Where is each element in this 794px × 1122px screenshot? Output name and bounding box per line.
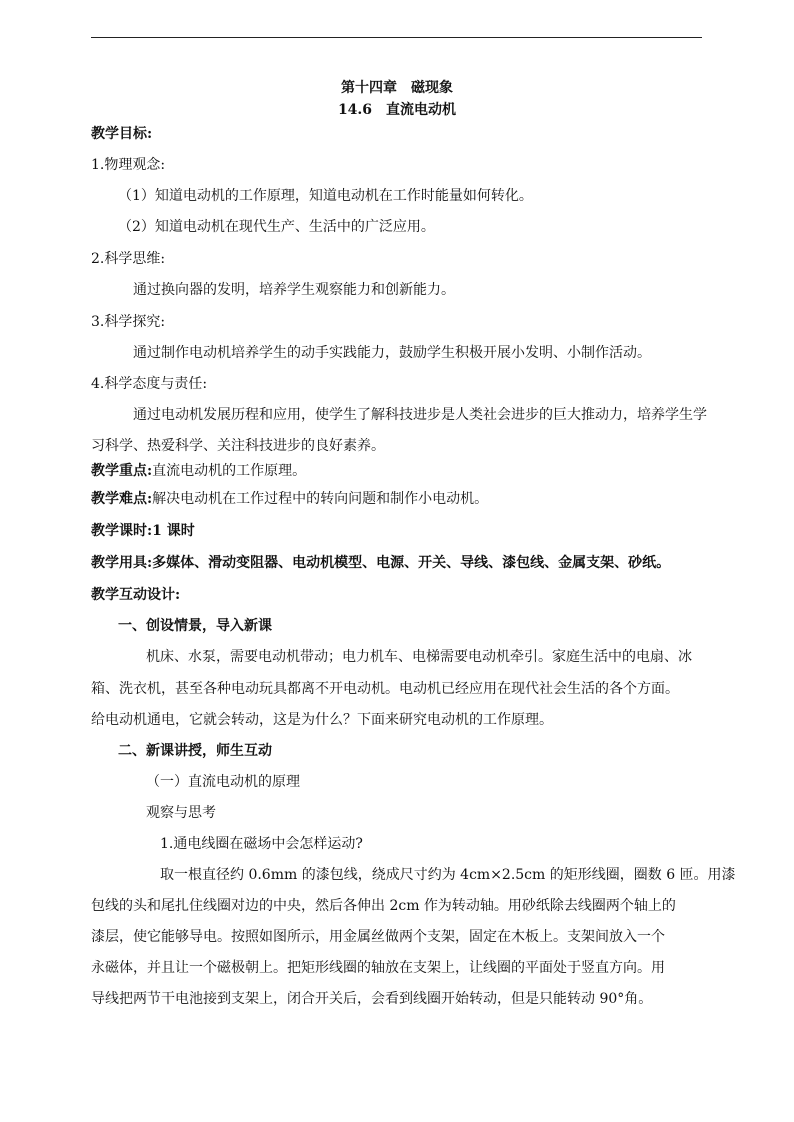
part2-line: 取一根直径约 0.6mm 的漆包线，绕成尺寸约为 4cm×2.5cm 的矩形线圈，圈数 6 匝。用漆 [160, 867, 736, 883]
hours-label: 教学课时: [91, 523, 153, 539]
key-point-text: 直流电动机的工作原理。 [152, 463, 307, 479]
tools-text: 多媒体、滑动变阻器、电动机模型、电源、开关、导线、漆包线、金属支架、砂纸。 [152, 555, 671, 571]
concept-item: （1）知道电动机的工作原理，知道电动机在工作时能量如何转化。 [118, 188, 533, 204]
attitude-label: 4.科学态度与责任: [91, 376, 208, 392]
part2-line: 漆层，使它能够导电。按照如图所示，用金属丝做两个支架，固定在木板上。支架间放入一个 [91, 929, 665, 945]
key-point-label: 教学重点: [91, 463, 153, 479]
part2-line: 包线的头和尾扎住线圈对边的中央，然后各伸出 2cm 作为转动轴。用砂纸除去线圈两个轴上的 [91, 898, 676, 914]
key-point [91, 462, 306, 480]
chapter-title: 第十四章 磁现象 [341, 80, 453, 96]
part2-subtitle: （一）直流电动机的原理 [146, 774, 300, 790]
thinking-text: 通过换向器的发明，培养学生观察能力和创新能力。 [133, 282, 455, 298]
question: 1.通电线圈在磁场中会怎样运动? [160, 836, 363, 852]
attitude-text-line2: 习科学、热爱科学、关注科技进步的良好素养。 [91, 438, 385, 454]
hours [91, 522, 195, 540]
header-rule [91, 37, 702, 38]
design-heading: 教学互动设计: [91, 587, 181, 603]
hours-text: 1 课时 [152, 523, 195, 539]
objectives-heading: 教学目标: [91, 126, 153, 142]
concept-label: 1.物理观念: [91, 157, 166, 173]
difficulty-text: 解决电动机在工作过程中的转向问题和制作小电动机。 [152, 491, 489, 507]
thinking-label: 2.科学思维: [91, 251, 166, 267]
tools [91, 554, 670, 572]
part2-line: 导线把两节干电池接到支架上，闭合开关后，会看到线圈开始转动，但是只能转动 90°角。 [91, 991, 653, 1007]
inquiry-label: 3.科学探究: [91, 314, 166, 330]
part2-line: 永磁体，并且让一个磁极朝上。把矩形线圈的轴放在支架上，让线圈的平面处于竖直方向。用 [91, 960, 665, 976]
part1-line: 给电动机通电，它就会转动，这是为什么？下面来研究电动机的工作原理。 [91, 712, 553, 728]
difficulty-label: 教学难点: [91, 491, 153, 507]
section-title: 14.6 直流电动机 [337, 102, 457, 118]
part1-line: 箱、洗衣机，甚至各种电动玩具都离不开电动机。电动机已经应用在现代社会生活的各个方面。 [91, 681, 679, 697]
difficulty [91, 490, 488, 508]
concept-item: （2）知道电动机在现代生产、生活中的广泛应用。 [118, 219, 435, 235]
part1-title: 一、创设情景，导入新课 [118, 618, 272, 634]
observe-heading: 观察与思考 [146, 805, 216, 821]
part1-line: 机床、水泵，需要电动机带动；电力机车、电梯需要电动机牵引。家庭生活中的电扇、冰 [146, 649, 692, 665]
attitude-text-line1: 通过电动机发展历程和应用，使学生了解科技进步是人类社会进步的巨大推动力，培养学生学 [133, 407, 707, 423]
inquiry-text: 通过制作电动机培养学生的动手实践能力，鼓励学生积极开展小发明、小制作活动。 [133, 345, 651, 361]
tools-label: 教学用具: [91, 555, 153, 571]
part2-title: 二、新课讲授，师生互动 [118, 743, 272, 759]
